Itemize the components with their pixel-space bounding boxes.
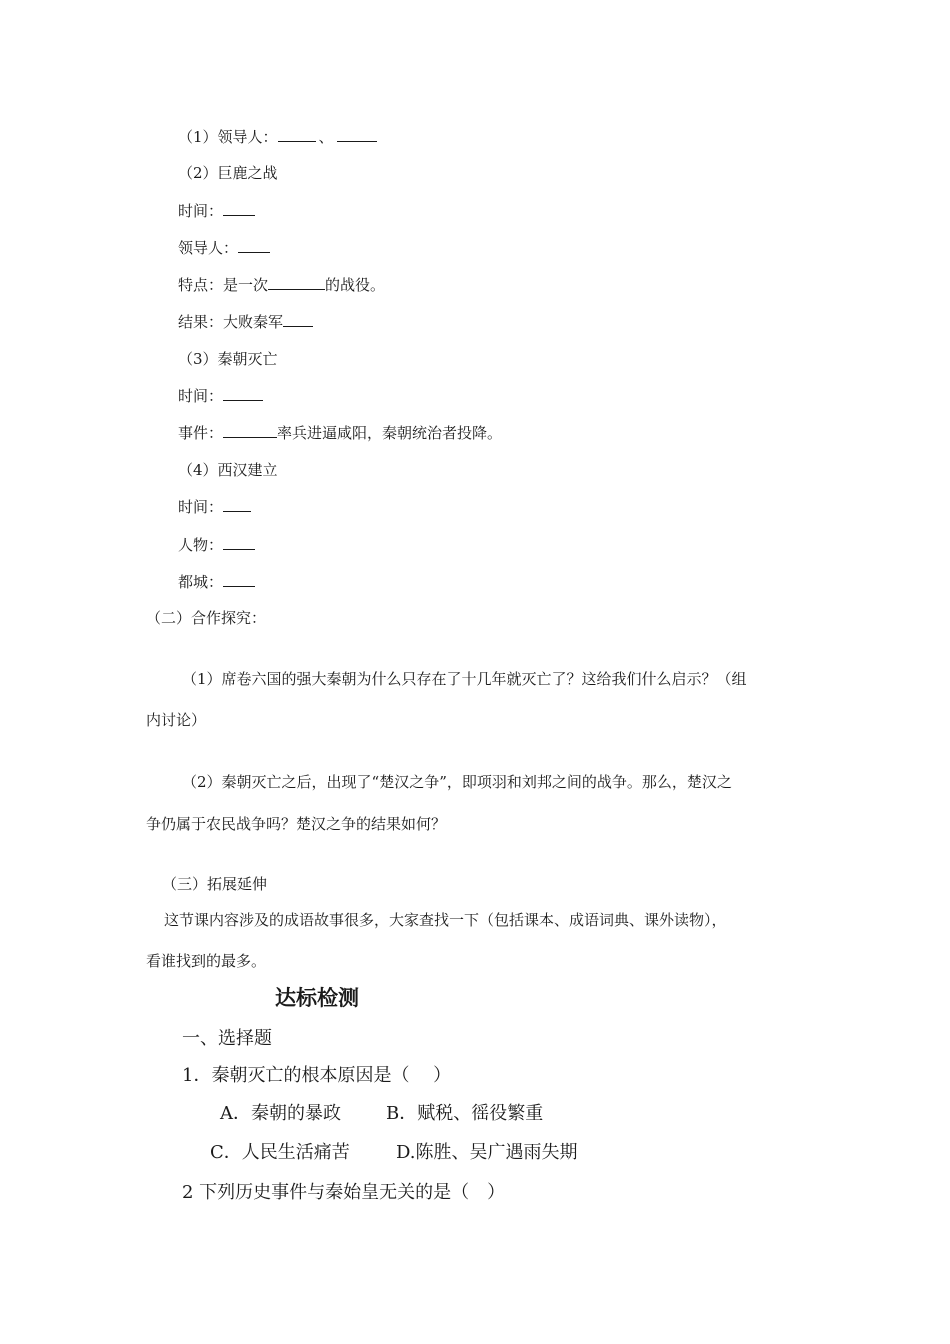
- extension-line-2: 看谁找到的最多。: [146, 952, 267, 970]
- fill-blank[interactable]: [223, 497, 251, 512]
- fill-blank[interactable]: [223, 201, 255, 216]
- option-c[interactable]: C．人民生活痛苦: [210, 1142, 350, 1163]
- julu-result-line: [178, 311, 313, 333]
- feature-label: 特点：是一次: [178, 276, 269, 294]
- fill-blank[interactable]: [223, 535, 255, 550]
- julu-time-line: [178, 200, 255, 222]
- western-han-time-line: [178, 496, 251, 518]
- section-choice: 一、选择题: [182, 1028, 272, 1049]
- qin-fall-time-line: [178, 385, 263, 407]
- western-han-capital-line: [178, 571, 255, 593]
- western-han-heading: （4）西汉建立: [178, 461, 278, 479]
- question-1-line-1: （1）席卷六国的强大秦朝为什么只存在了十几年就灭亡了？这给我们什么启示？（组: [182, 670, 747, 688]
- time-label: 时间：: [178, 387, 224, 405]
- qin-fall-event-line: [178, 422, 502, 444]
- fill-blank[interactable]: [337, 127, 377, 142]
- capital-label: 都城：: [178, 573, 224, 591]
- question-2-line-1: （2）秦朝灭亡之后，出现了“楚汉之争”，即项羽和刘邦之间的战争。那么，楚汉之: [182, 773, 732, 791]
- feature-suffix: 的战役。: [325, 276, 386, 294]
- time-label: 时间：: [178, 202, 224, 220]
- fill-blank[interactable]: [223, 572, 255, 587]
- fill-blank[interactable]: [223, 386, 263, 401]
- option-d[interactable]: D.陈胜、吴广遇雨失期: [396, 1142, 578, 1163]
- event-suffix: 率兵进逼咸阳，秦朝统治者投降。: [277, 424, 503, 442]
- extension-heading: （三）拓展延伸: [162, 875, 268, 893]
- fill-blank[interactable]: [278, 127, 316, 142]
- fill-blank[interactable]: [268, 275, 325, 290]
- extension-line-1: 这节课内容涉及的成语故事很多，大家查找一下（包括课本、成语词典、课外读物），: [164, 911, 727, 929]
- question-2-line-2: 争仍属于农民战争吗？楚汉之争的结果如何？: [146, 815, 447, 833]
- event-label: 事件：: [178, 424, 224, 442]
- fill-blank[interactable]: [238, 238, 270, 253]
- choice-question-2: 2 下列历史事件与秦始皇无关的是（ ）: [182, 1182, 506, 1203]
- qin-fall-heading: （3）秦朝灭亡: [178, 350, 278, 368]
- cooperation-heading: （二）合作探究：: [146, 609, 267, 627]
- time-label: 时间：: [178, 498, 224, 516]
- separator: 、: [318, 128, 334, 146]
- option-b[interactable]: B．赋税、徭役繁重: [386, 1103, 544, 1124]
- western-han-person-line: [178, 534, 255, 556]
- fill-blank[interactable]: [223, 423, 277, 438]
- choice-question-1: 1．秦朝灭亡的根本原因是（ ）: [182, 1065, 452, 1086]
- result-label: 结果：大败秦军: [178, 313, 284, 331]
- julu-battle-heading: （2）巨鹿之战: [178, 164, 278, 182]
- leaders-line: [178, 126, 377, 148]
- julu-feature-line: [178, 274, 385, 296]
- person-label: 人物：: [178, 536, 224, 554]
- fill-blank[interactable]: [283, 312, 313, 327]
- test-title: 达标检测: [275, 986, 359, 1010]
- question-1-line-2: 内讨论）: [146, 711, 207, 729]
- option-a[interactable]: A．秦朝的暴政: [220, 1103, 341, 1124]
- leaders-label: （1）领导人：: [178, 128, 278, 146]
- leader-label: 领导人：: [178, 239, 239, 257]
- julu-leader-line: [178, 237, 270, 259]
